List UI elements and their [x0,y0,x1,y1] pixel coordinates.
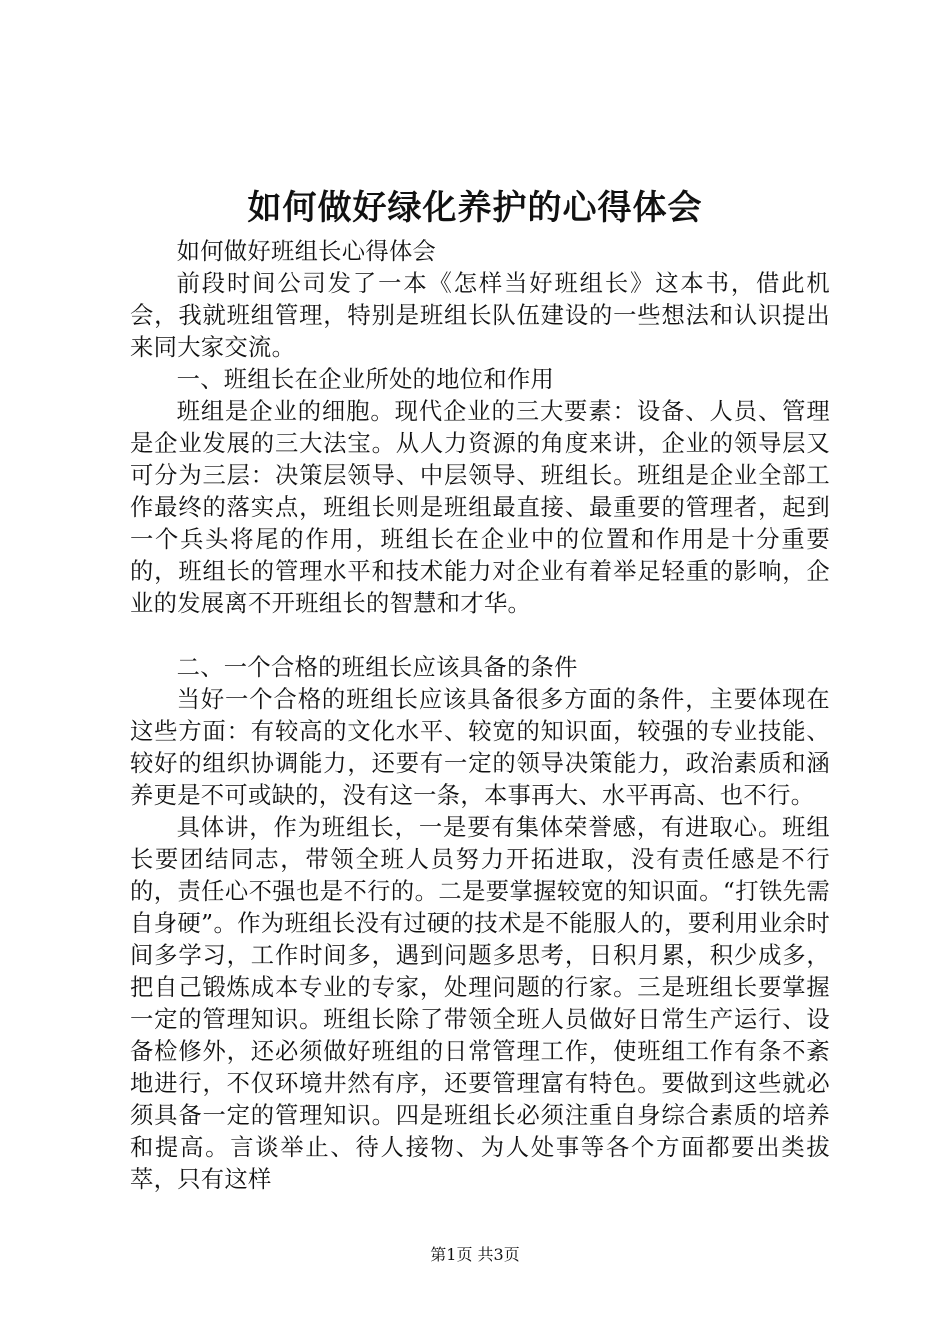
section-heading-2: 二、一个合格的班组长应该具备的条件 [176,654,578,681]
paragraph-subtitle: 如何做好班组长心得体会 [176,238,437,265]
paragraph-intro: 前段时间公司发了一本《怎样当好班组长》这本书，借此机会，我就班组管理，特别是班组长队伍建设的一些想法和认识提出来同大家交流。 [130,270,830,361]
paragraph-section-2b: 具体讲，作为班组长，一是要有集体荣誉感，有进取心。班组长要团结同志，带领全班人员努力开拓进取，没有责任感是不行的，责任心不强也是不行的。二是要掌握较宽的知识面。“打铁先需自身硬”。作为班组长没有过硬的技术是不能服人的，要利用业余时间多学习，工作时间多，遇到问题多思考，日积月累，积少成多，把自己锻炼成本专业的专家，处理问题的行家。三是班组长要掌握一定的管理知识。班组长除了带领全班人员做好日常生产运行、设备检修外，还必须做好班组的日常管理工作，使班组工作有条不紊地进行，不仅环境井然有序，还要管理富有特色。要做到这些就必须具备一定的管理知识。四是班组长必须注重自身综合素质的培养和提高。言谈举止、待人接物、为人处事等各个方面都要出类拔萃，只有这样 [130,814,830,1193]
document-title: 如何做好绿化养护的心得体会 [247,188,703,228]
paragraph-section-2a: 当好一个合格的班组长应该具备很多方面的条件，主要体现在这些方面：有较高的文化水平、较宽的知识面，较强的专业技能、较好的组织协调能力，还要有一定的领导决策能力，政治素质和涵养更是不可或缺的，没有这一条，本事再大、水平再高、也不行。 [130,686,830,809]
paragraph-section-1: 班组是企业的细胞。现代企业的三大要素：设备、人员、管理是企业发展的三大法宝。从人力资源的角度来讲，企业的领导层又可分为三层：决策层领导、中层领导、班组长。班组是企业全部工作最终的落实点，班组长则是班组最直接、最重要的管理者，起到一个兵头将尾的作用，班组长在企业中的位置和作用是十分重要的，班组长的管理水平和技术能力对企业有着举足轻重的影响，企业的发展离不开班组长的智慧和才华。 [130,398,830,617]
page-footer: 第1页 共3页 [430,1245,520,1264]
document-body [130,236,830,1196]
section-heading-1: 一、班组长在企业所处的地位和作用 [176,366,555,393]
